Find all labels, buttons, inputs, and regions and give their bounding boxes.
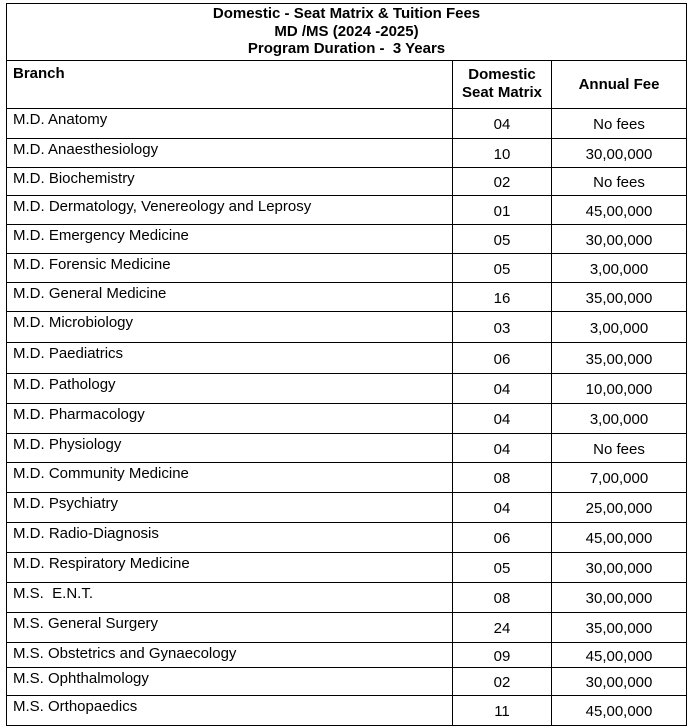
header-seat-line-1: Domestic [468,66,536,83]
fee-cell: 3,00,000 [552,311,687,342]
seats-cell: 08 [453,582,552,612]
branch-cell: M.D. Psychiatry [7,492,453,522]
branch-cell: M.S. E.N.T. [7,582,453,612]
branch-cell: M.D. Anaesthesiology [7,138,453,167]
table-body [7,108,687,725]
table-row [7,253,687,282]
branch-cell: M.D. Microbiology [7,311,453,342]
header-branch: Branch [7,60,453,108]
branch-cell: M.S. Orthopaedics [7,695,453,725]
fee-cell: 35,00,000 [552,342,687,373]
seats-cell: 06 [453,342,552,373]
title-line-1: Domestic - Seat Matrix & Tuition Fees [212,5,481,22]
table-title [7,4,687,61]
fee-cell: 35,00,000 [552,282,687,311]
fee-cell: 45,00,000 [552,522,687,552]
table-row [7,108,687,138]
title-line-2: MD /MS (2024 -2025) [274,22,419,40]
table-row [7,667,687,695]
branch-cell: M.D. Paediatrics [7,342,453,373]
header-seat-matrix [453,60,552,108]
fee-cell: No fees [552,108,687,138]
branch-cell: M.S. Obstetrics and Gynaecology [7,642,453,667]
branch-cell: M.D. Physiology [7,433,453,462]
fee-cell: 45,00,000 [552,695,687,725]
header-row [7,60,687,108]
table-row [7,342,687,373]
branch-cell: M.D. Biochemistry [7,167,453,195]
seats-cell: 11 [453,695,552,725]
table-row [7,167,687,195]
fee-cell: 45,00,000 [552,642,687,667]
table-row [7,492,687,522]
branch-cell: M.S. General Surgery [7,612,453,642]
header-seat-line-2: Seat Matrix [461,84,543,101]
branch-cell: M.D. Forensic Medicine [7,253,453,282]
fee-cell: 3,00,000 [552,253,687,282]
title-line-3: Program Duration - 3 Years [247,40,446,57]
fee-cell: 3,00,000 [552,403,687,433]
seats-cell: 05 [453,224,552,253]
fee-cell: 30,00,000 [552,224,687,253]
fee-cell: 30,00,000 [552,667,687,695]
seats-cell: 03 [453,311,552,342]
table-row [7,195,687,224]
branch-cell: M.D. Radio-Diagnosis [7,522,453,552]
table-row [7,642,687,667]
seats-cell: 08 [453,462,552,492]
branch-cell: M.D. Community Medicine [7,462,453,492]
fee-cell: No fees [552,167,687,195]
fee-cell: No fees [552,433,687,462]
seat-matrix-table [6,3,687,726]
branch-cell: M.D. Pathology [7,373,453,403]
branch-cell: M.D. Dermatology, Venereology and Leprosy [7,195,453,224]
seats-cell: 04 [453,403,552,433]
seats-cell: 04 [453,373,552,403]
fee-cell: 30,00,000 [552,138,687,167]
table-row [7,522,687,552]
seats-cell: 02 [453,167,552,195]
fee-cell: 25,00,000 [552,492,687,522]
table-row [7,433,687,462]
fee-cell: 7,00,000 [552,462,687,492]
table-row [7,462,687,492]
seats-cell: 04 [453,108,552,138]
table-row [7,138,687,167]
fee-cell: 30,00,000 [552,552,687,582]
branch-cell: M.D. Emergency Medicine [7,224,453,253]
table-row [7,224,687,253]
fee-cell: 10,00,000 [552,373,687,403]
seats-cell: 05 [453,253,552,282]
table-row [7,282,687,311]
seats-cell: 04 [453,492,552,522]
seats-cell: 24 [453,612,552,642]
seats-cell: 04 [453,433,552,462]
seats-cell: 01 [453,195,552,224]
branch-cell: M.D. Anatomy [7,108,453,138]
seats-cell: 10 [453,138,552,167]
seats-cell: 06 [453,522,552,552]
seats-cell: 02 [453,667,552,695]
table-row [7,403,687,433]
seats-cell: 16 [453,282,552,311]
fee-cell: 30,00,000 [552,582,687,612]
branch-cell: M.D. Respiratory Medicine [7,552,453,582]
title-row [7,4,687,61]
branch-cell: M.D. Pharmacology [7,403,453,433]
table-row [7,311,687,342]
table-row [7,612,687,642]
seats-cell: 05 [453,552,552,582]
table-row [7,552,687,582]
branch-cell: M.S. Ophthalmology [7,667,453,695]
table-row [7,373,687,403]
fee-cell: 45,00,000 [552,195,687,224]
fee-cell: 35,00,000 [552,612,687,642]
header-annual-fee: Annual Fee [552,60,687,108]
branch-cell: M.D. General Medicine [7,282,453,311]
seats-cell: 09 [453,642,552,667]
table-row [7,582,687,612]
